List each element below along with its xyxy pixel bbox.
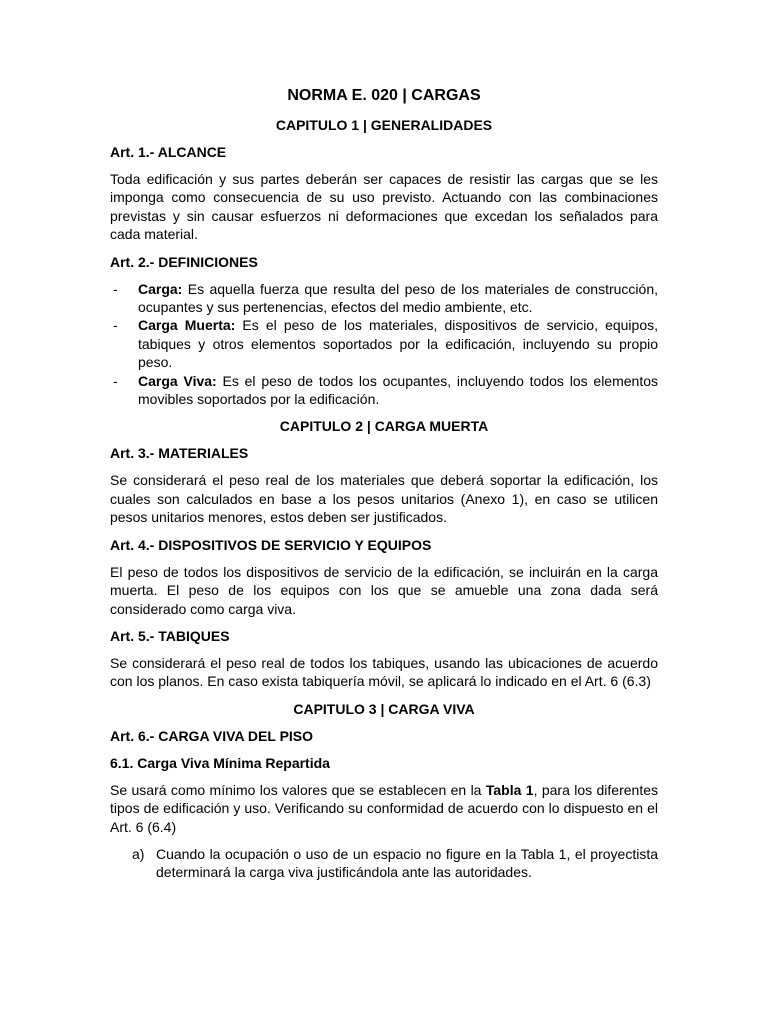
art-2-heading: Art. 2.- DEFINICIONES [110,253,258,270]
chapter-2-heading: CAPITULO 2 | CARGA MUERTA [279,418,489,435]
definition-item [110,316,658,371]
list-bullet: - [113,317,118,334]
item-text: Cuando la ocupación o uso de un espacio no figure en la Tabla 1, el proyectista determinará la carga viva justificándola ante las autoridades. [156,845,658,881]
item-marker: a) [132,845,145,862]
definition-term: Carga: [138,280,183,297]
definition-term: Carga Viva: [138,372,217,389]
lettered-item [110,845,658,882]
definition-term: Carga Muerta: [138,317,236,334]
list-bullet: - [113,280,118,297]
list-bullet: - [113,372,118,389]
section-6-1-text-end: , para los diferentes tipos de edificación y uso. Verificando su conformidad de acuerdo con lo dispuesto en el Art. 6 (6.4) [110,781,659,835]
art-5-heading: Art. 5.- TABIQUES [110,627,230,644]
document-title: NORMA E. 020 | CARGAS [287,87,481,104]
art-4-heading: Art. 4.- DISPOSITIVOS DE SERVICIO Y EQUIPOS [110,536,432,553]
definitions-list [110,280,658,409]
art-1-heading: Art. 1.- ALCANCE [110,144,227,160]
art-6-heading: Art. 6.- CARGA VIVA DEL PISO [110,727,314,744]
definition-text: Es el peso de los materiales, dispositivos de servicio, equipos, tabiques y otros elementos soportados por la edificación, incluyendo su propio peso. [138,317,659,371]
art-3-text: Se considerará el peso real de los materiales que deberá soportar la edificación, los cuales son calculados en base a los pesos unitarios (Anexo 1), en caso se utilicen pesos unitarios menores, estos deben ser justificados. [110,472,658,526]
art-4-text: El peso de todos los dispositivos de servicio de la edificación, se incluirán en la carga muerta. El peso de los equipos con los que se amueble una zona dada será considerado como carga viva. [110,563,658,617]
section-6-1-heading: 6.1. Carga Viva Mínima Repartida [110,754,330,771]
table-1-reference: Tabla 1 [485,781,534,798]
art-5-text: Se considerará el peso real de todos los tabiques, usando las ubicaciones de acuerdo con los planos. En caso exista tabiquería móvil, se aplicará lo indicado en el Art. 6 (6.3) [110,654,658,690]
section-6-1-text-start: Se usará como mínimo los valores que se establecen en la [110,781,486,798]
chapter-1-heading: CAPITULO 1 | GENERALIDADES [275,117,493,133]
document-content [110,86,658,882]
definition-item [110,372,658,409]
lettered-list [110,845,658,882]
art-1-text: Toda edificación y sus partes deberán ser capaces de resistir las cargas que se les imponga como consecuencia de su uso previsto. Actuando con las combinaciones previstas y sin causar esfuerzos ni deformaciones que excedan los señalados para cada material. [110,171,658,243]
chapter-3-heading: CAPITULO 3 | CARGA VIVA [293,700,475,717]
section-6-1-text [110,781,658,836]
art-3-heading: Art. 3.- MATERIALES [110,445,249,462]
definition-item [110,280,658,317]
definition-text: Es aquella fuerza que resulta del peso de los materiales de construcción, ocupantes y sus pertenencias, efectos del medio ambiente, etc. [138,280,658,316]
definition-text: Es el peso de todos los ocupantes, incluyendo todos los elementos movibles soportados por la edificación. [138,372,658,408]
